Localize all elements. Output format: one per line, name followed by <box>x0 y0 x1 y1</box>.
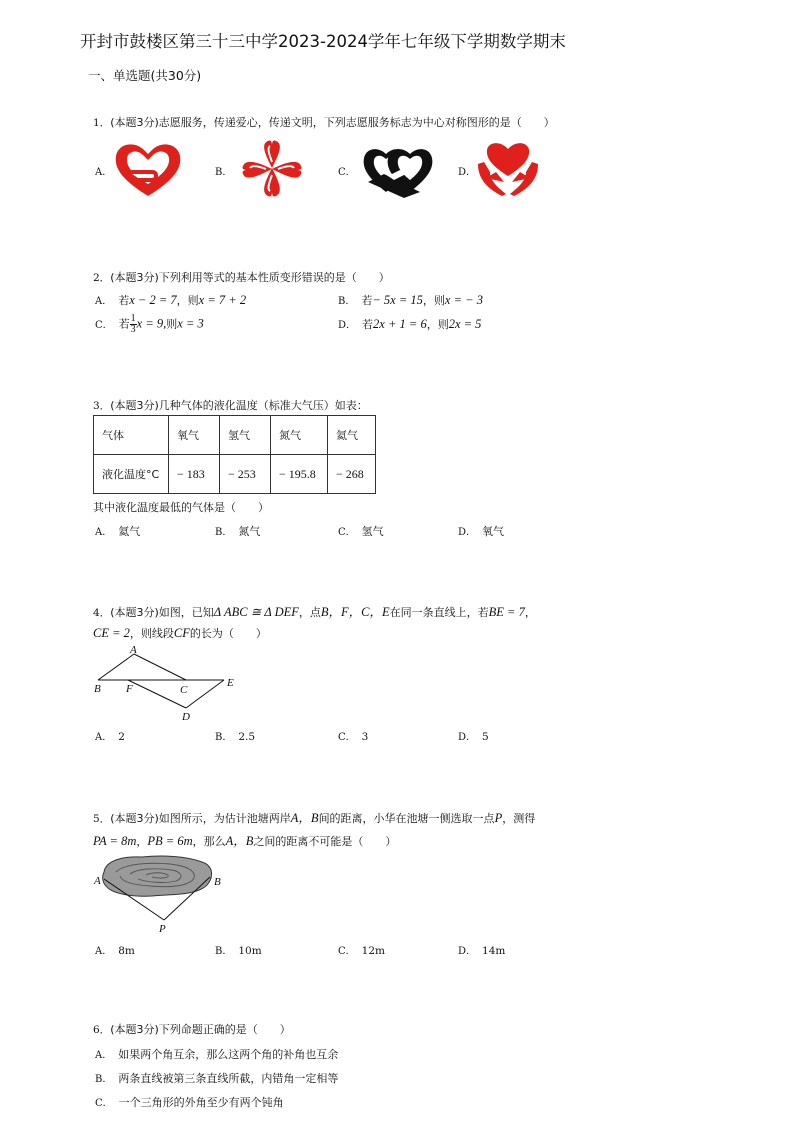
option-b: B． 10m <box>215 945 262 957</box>
question-6: 6．(本题3分)下列命题正确的是（ ） <box>93 1023 291 1036</box>
option-d: D． 氧气 <box>458 525 505 538</box>
table-cell: − 268 <box>328 455 376 494</box>
hands-heart-icon <box>474 138 542 200</box>
option-a: A． 如果两个角互余，那么这两个角的补角也互余 <box>95 1048 339 1061</box>
table-cell: 氧气 <box>169 416 220 455</box>
fraction: $\frac{1}{3}$ <box>130 313 136 335</box>
table-cell: − 195.8 <box>271 455 328 494</box>
label-p: P <box>159 923 166 934</box>
table-row <box>94 416 376 455</box>
option-d: D． 若2x + 1 = 6，则2x = 5 <box>338 317 482 331</box>
section-heading: 一、单选题(共30分) <box>88 68 202 83</box>
question-number: 1． <box>93 117 111 129</box>
option-d: D． <box>458 167 477 178</box>
option-b: B． 两条直线被第三条直线所截，内错角一定相等 <box>95 1072 339 1085</box>
label-a: A <box>130 644 137 656</box>
question-4: 4．(本题3分)如图，已知Δ ABC ≅ Δ DEF，点B，F，C，E在同一条直线上，若BE = 7， <box>93 605 536 619</box>
question-1 <box>93 114 555 130</box>
option-a: A． 8m <box>95 945 135 957</box>
option-c: C． 3 <box>338 731 369 743</box>
double-heart-icon <box>360 142 436 198</box>
table-cell: 液化温度°C <box>94 455 169 494</box>
option-a: A． <box>95 167 113 178</box>
label-b: B <box>214 876 221 888</box>
option-b: B． <box>215 167 233 178</box>
question-5: 5．(本题3分)如图所示，为估计池塘两岸A，B间的距离，小华在池塘一侧选取一点P，测得 <box>93 811 536 825</box>
option-b: B． 2.5 <box>215 731 256 743</box>
label-d: D <box>182 711 190 722</box>
option-a: A． 若x − 2 = 7，则x = 7 + 2 <box>95 293 247 307</box>
question-followup: 其中液化温度最低的气体是（ ） <box>93 501 269 514</box>
table-cell: 气体 <box>94 416 169 455</box>
label-f: F <box>126 683 133 695</box>
table-row <box>94 455 376 494</box>
option-c: C． 12m <box>338 945 385 957</box>
label-c: C <box>180 684 188 696</box>
option-b: B． 氮气 <box>215 525 261 538</box>
option-a: A． 氦气 <box>95 525 141 538</box>
table-cell: − 183 <box>169 455 220 494</box>
page-title: 开封市鼓楼区第三十三中学2023-2024学年七年级下学期数学期末 <box>80 32 566 51</box>
option-d: D． 14m <box>458 945 506 957</box>
option-b: B． 若− 5x = 15，则x = − 3 <box>338 293 483 307</box>
question-3: 3．(本题3分)几种气体的液化温度（标准大气压）如表： <box>93 399 368 412</box>
table-cell: − 253 <box>220 455 271 494</box>
label-b: B <box>94 683 101 695</box>
triangle-figure <box>90 642 240 722</box>
option-a: A． 2 <box>95 731 125 743</box>
option-c: C． <box>338 167 356 178</box>
question-5-line2: PA = 8m，PB = 6m，那么A，B之间的距离不可能是（ ） <box>93 834 397 848</box>
option-c: C． 一个三角形的外角至少有两个钝角 <box>95 1096 284 1109</box>
question-4-line2: CE = 2，则线段CF的长为（ ） <box>93 626 267 640</box>
table-cell: 氮气 <box>271 416 328 455</box>
table-cell: 氦气 <box>328 416 376 455</box>
question-text: 志愿服务，传递爱心，传递文明，下列志愿服务标志为中心对称图形的是（ ） <box>158 116 555 129</box>
heart-hand-icon <box>112 140 184 200</box>
option-c: C． 若 $\frac{1}{3}$ x = 9,则x = 3 <box>95 313 204 335</box>
question-2: 2．(本题3分)下列利用等式的基本性质变形错误的是（ ） <box>93 271 390 284</box>
table-cell: 氢气 <box>220 416 271 455</box>
label-e: E <box>227 677 234 689</box>
pond-figure <box>90 850 230 934</box>
label-a: A <box>94 875 101 887</box>
option-d: D． 5 <box>458 731 489 743</box>
question-score: (本题3分) <box>110 116 159 129</box>
gas-table <box>93 415 376 494</box>
option-c: C． 氢气 <box>338 525 384 538</box>
clover-hearts-icon <box>236 138 308 200</box>
